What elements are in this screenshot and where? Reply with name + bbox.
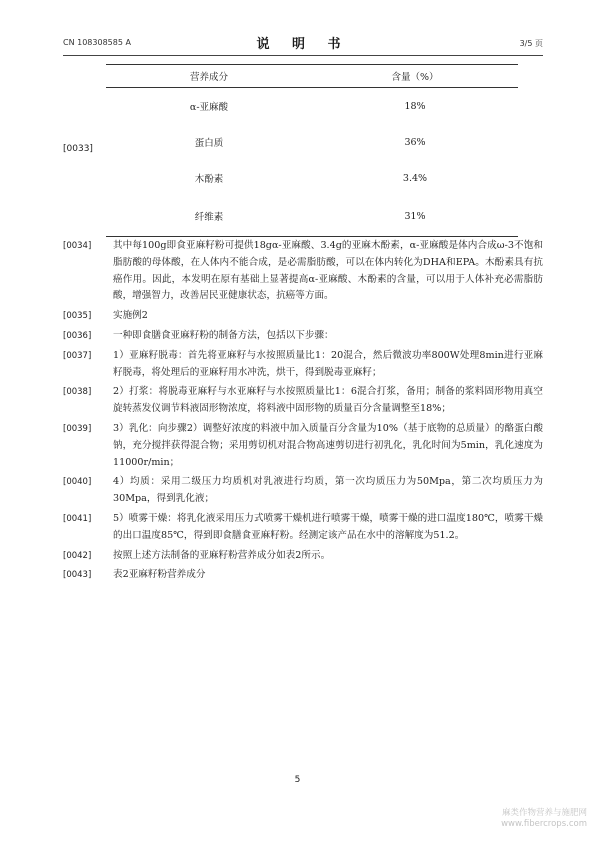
column-header-content: 含量（%）: [312, 65, 518, 88]
watermark-url: www.fibercrops.com: [501, 819, 587, 829]
paragraph-number: [0040]: [63, 477, 92, 488]
column-header-component: 营养成分: [106, 65, 312, 88]
table-row: [106, 196, 518, 237]
table-cell-component: 木酚素: [194, 174, 224, 185]
paragraph-number: [0035]: [63, 311, 92, 322]
paragraph-text: 实施例2: [113, 310, 148, 322]
table-cell-content: 36%: [404, 136, 426, 148]
table-cell-content: 3.4%: [402, 172, 428, 184]
paragraph-text: 其中每100g即食亚麻籽粉可提供18gα-亚麻酸、3.4g的亚麻木酚素，α-亚麻酸是体内合成ω-3不饱和脂肪酸的母体酸，在人体内不能合成，是必需脂肪酸，可以在体内转化为DHA和EPA。木酚素具有抗癌作用。因此，本发明在原有基础上显著提高α-亚麻酸、木酚素的含量，可以用于人体补充必需脂肪酸，增强智力，改善居民亚健康状态，抗癌等方面。: [113, 240, 543, 302]
paragraph-text: 按照上述方法制备的亚麻籽粉营养成分如表2所示。: [113, 549, 331, 561]
page-indicator: 3/5 页: [519, 39, 543, 48]
watermark-title: 麻类作物营养与施肥网: [501, 808, 587, 818]
paragraph-number: [0038]: [63, 387, 92, 398]
paragraph-number: [0042]: [63, 550, 92, 561]
table-cell-component: α-亚麻酸: [189, 102, 229, 113]
paragraph-text: 5）喷雾干燥：将乳化液采用压力式喷雾干燥机进行喷雾干燥，喷雾干燥的进口温度180℃，喷雾干燥的出口温度85℃，得到即食膳食亚麻籽粉。经测定该产品在水中的溶解度为51.2。: [113, 512, 543, 541]
paragraph: [63, 348, 543, 382]
table-cell-component: 纤维素: [106, 196, 312, 237]
watermark: [501, 808, 587, 830]
paragraph-text: 一种即食膳食亚麻籽粉的制备方法，包括以下步骤：: [113, 329, 334, 341]
paragraph-text: 3）乳化：向步骤2）调整好浓度的料液中加入质量百分含量为10%（基于底物的总质量）的酪蛋白酸钠，充分搅拌获得混合物；采用剪切机对混合物高速剪切进行初乳化，乳化时间为5min，乳化速度为11000r/min；: [113, 422, 543, 468]
table-header-row: [106, 65, 518, 88]
paragraph-number: [0037]: [63, 350, 92, 361]
document-body: [63, 238, 543, 587]
paragraph-text: 4）均质：采用二级压力均质机对乳液进行均质，第一次均质压力为50Mpa，第二次均质压力为30Mpa，得到乳化液；: [113, 476, 543, 505]
page-header: [63, 36, 543, 50]
patent-number: CN 108308585 A: [63, 38, 131, 47]
paragraph-number: [0036]: [63, 330, 92, 341]
paragraph-number: [0043]: [63, 570, 92, 581]
paragraph: [63, 474, 543, 508]
header-divider: [63, 55, 543, 56]
table-row: [106, 88, 518, 125]
paragraph-number: [0034]: [63, 241, 92, 251]
paragraph-text: 表2亚麻籽粉营养成分: [113, 569, 206, 581]
paragraph: [63, 238, 543, 305]
table-row: [106, 124, 518, 160]
paragraph: [63, 511, 543, 545]
document-title: 说 明 书: [256, 37, 350, 52]
paragraph-text: 2）打浆：将脱毒亚麻籽与水亚麻籽与水按照质量比1：6混合打浆，备用；制备的浆料固形物用真空旋转蒸发仪调节料液固形物浓度，将料液中固形物的质量百分含量调整至18%；: [113, 386, 543, 415]
table-paragraph-number: [0033]: [63, 144, 93, 154]
page-number: 5: [294, 775, 301, 785]
paragraph-number: [0039]: [63, 423, 92, 434]
table-cell-component: 蛋白质: [194, 138, 224, 149]
paragraph: [63, 421, 543, 471]
paragraph-text: 1）亚麻籽脱毒：首先将亚麻籽与水按照质量比1：20混合，然后微波功率800W处理8min进行亚麻籽脱毒，将处理后的亚麻籽用水冲洗，烘干，得到脱毒亚麻籽；: [113, 349, 543, 378]
paragraph: [63, 328, 543, 345]
table-row: [106, 160, 518, 196]
paragraph: [63, 308, 543, 325]
nutrition-table: [106, 64, 518, 237]
paragraph: [63, 548, 543, 565]
paragraph: [63, 384, 543, 418]
paragraph-number: [0041]: [63, 513, 92, 524]
table-cell-content: 31%: [312, 196, 518, 237]
paragraph: [63, 567, 543, 584]
table-cell-content: 18%: [404, 100, 426, 112]
